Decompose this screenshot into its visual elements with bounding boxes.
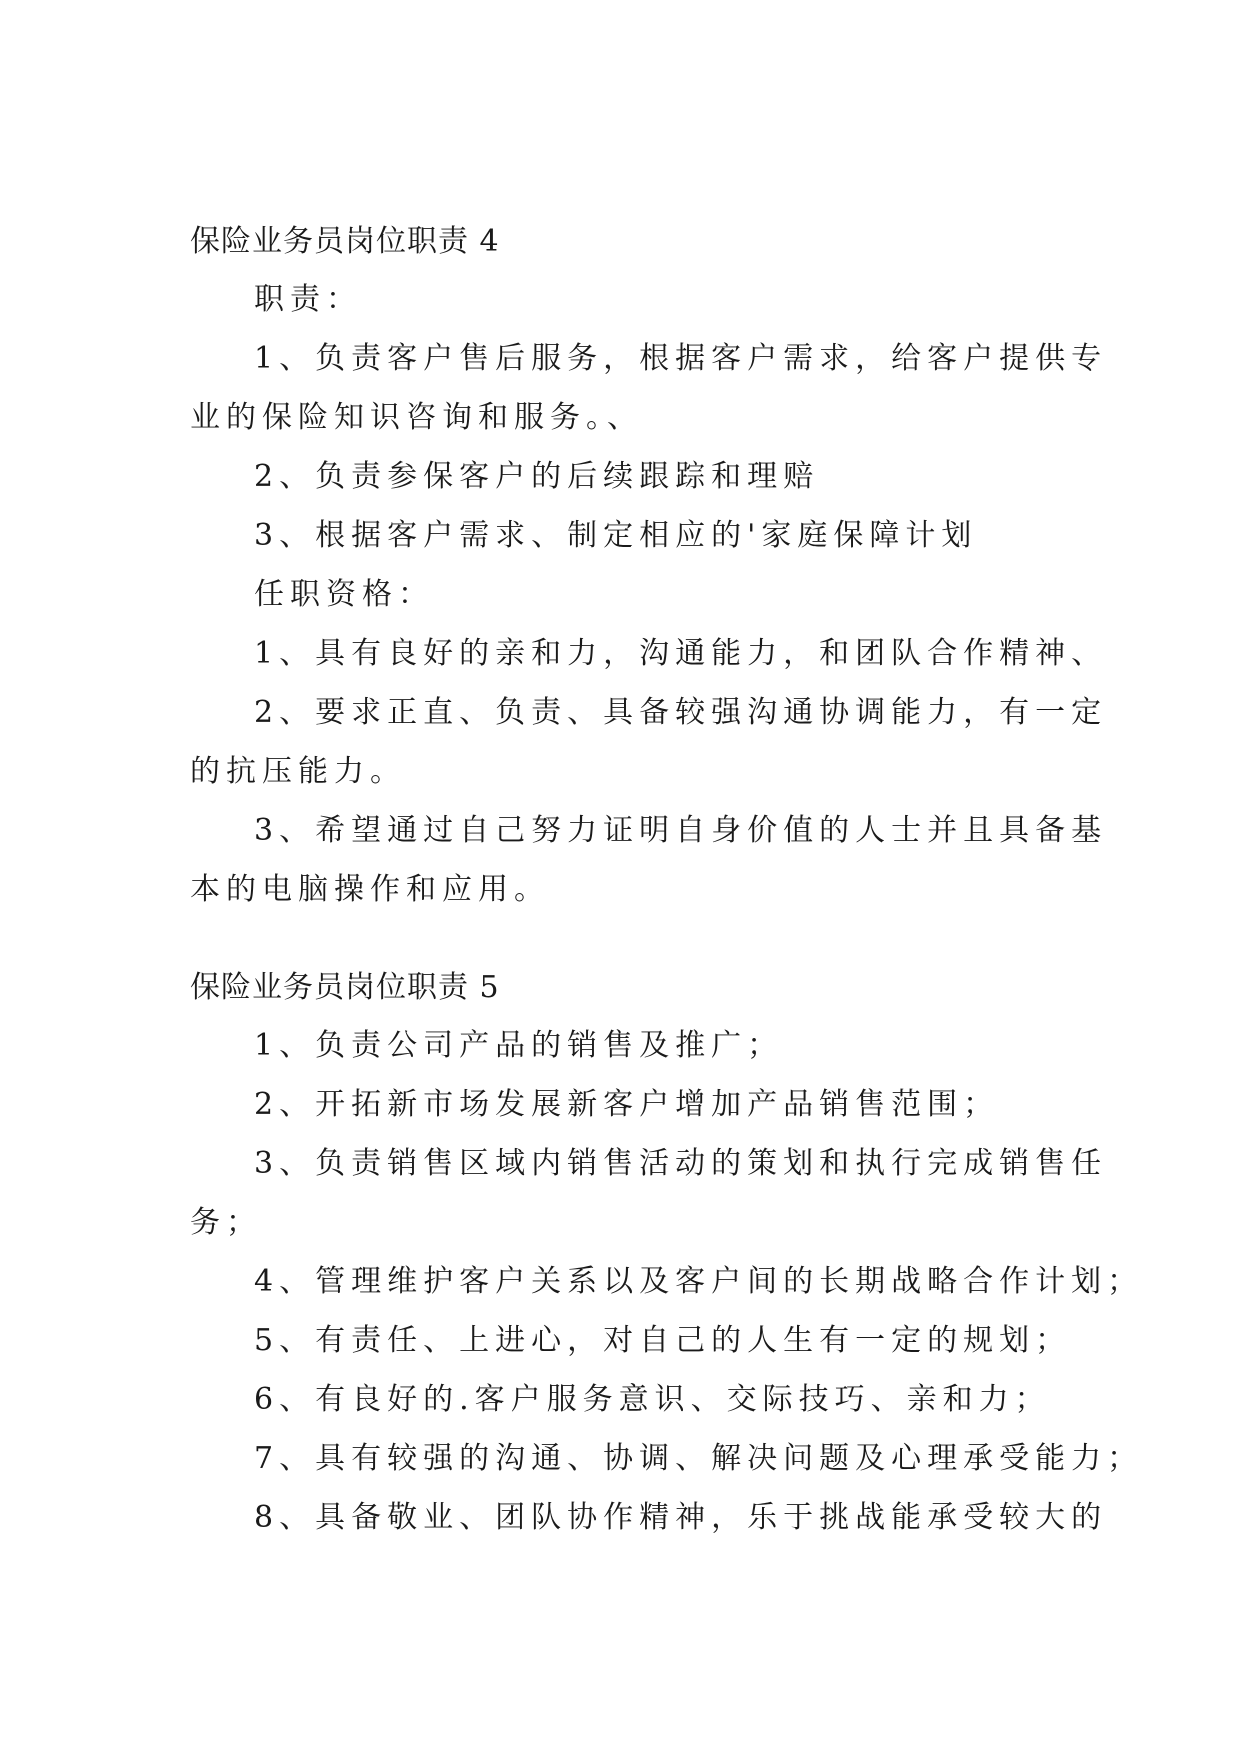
paragraph-line: 7、具有较强的沟通、协调、解决问题及心理承受能力； [254,1441,1144,1476]
paragraph-line: 务； [190,1205,262,1240]
paragraph-line: 5、有责任、上进心，对自己的人生有一定的规划； [254,1323,1072,1358]
section-5 [190,968,1144,1557]
paragraph-line: 3、负责销售区域内销售活动的策划和执行完成销售任 [254,1146,1108,1181]
section-4 [190,222,1108,929]
paragraph-line: 8、具备敬业、团队协作精神，乐于挑战能承受较大的 [254,1500,1108,1535]
section-5-title: 保险业务员岗位职责 5 [190,970,500,1005]
paragraph-line: 1、具有良好的亲和力，沟通能力，和团队合作精神、 [254,636,1108,671]
paragraph-line: 任职资格： [254,577,434,612]
paragraph-line: 3、根据客户需求、制定相应的'家庭保障计划 [254,518,978,553]
paragraph-line: 2、开拓新市场发展新客户增加产品销售范围； [254,1087,1000,1122]
paragraph-line: 2、要求正直、负责、具备较强沟通协调能力，有一定 [254,695,1108,730]
paragraph-line: 本的电脑操作和应用。 [190,872,550,907]
paragraph-line: 2、负责参保客户的后续跟踪和理赔 [254,459,820,494]
paragraph-line: 职责： [254,282,362,317]
paragraph-line: 3、希望通过自己努力证明自身价值的人士并且具备基 [254,813,1108,848]
paragraph-line: 1、负责客户售后服务，根据客户需求，给客户提供专 [254,341,1108,376]
paragraph-line: 6、有良好的.客户服务意识、交际技巧、亲和力； [254,1382,1051,1417]
paragraph-line: 1、负责公司产品的销售及推广； [254,1028,784,1063]
paragraph-line: 的抗压能力。 [190,754,406,789]
paragraph-line: 业的保险知识咨询和服务。、 [190,400,643,435]
paragraph-line: 4、管理维护客户关系以及客户间的长期战略合作计划； [254,1264,1144,1299]
section-4-title: 保险业务员岗位职责 4 [190,224,500,259]
